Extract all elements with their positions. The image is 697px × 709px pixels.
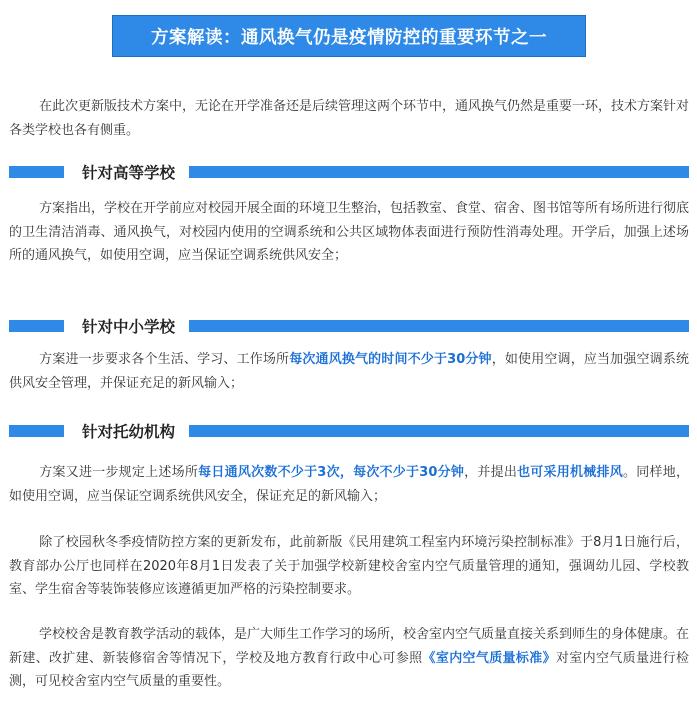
section-bar-right [189,166,689,178]
intro-text: 在此次更新版技术方案中，无论在开学准备还是后续管理这两个环节中，通风换气仍然是重要一环，技术方案针对各类学校也各有侧重。 [9,99,690,138]
body-text: 方案进一步要求各个生活、学习、工作场所 [39,352,290,367]
section-bar-right [189,320,689,332]
body-text: 对室内空气质量进行检测，可见校舍室内空气质量的重要性。 [9,650,689,689]
section-bar-left [9,425,64,437]
body-text: 学校校舍是教育教学活动的载体，是广大师生工作学习的场所，校舍室内空气质量直接关系到师生的身体健康。在新建、改扩建、新装修宿舍等情况下，学校及地方教育行政中心可参照 [9,627,690,666]
body-text: 方案又进一步规定上述场所 [39,465,199,480]
section-bar-left [9,320,64,332]
standard-paragraph [9,531,689,602]
kindergarten-paragraph [9,461,689,508]
banner-title: 方案解读：通风换气仍是疫情防控的重要环节之一 [112,15,586,57]
body-text: ，并提出 [464,465,518,480]
highlight-text: 《室内空气质量标准》 [422,650,556,666]
higher-ed-text: 方案指出，学校在开学前应对校园开展全面的环境卫生整治，包括教室、食堂、宿舍、图书馆等所有场所进行彻底的卫生清洁消毒、通风换气，对校园内使用的空调系统和公共区域物体表面进行预防性消毒处理。开学后，加强上述场所的通风换气，如使用空调，应当保证空调系统供风安全； [9,201,690,263]
section-title: 针对高等学校 [82,164,176,182]
final-paragraph [9,623,689,694]
higher-ed-paragraph [9,197,689,268]
body-text: 。同样地，如使用空调，应当保证空调系统供风安全，保证充足的新风输入； [9,465,689,504]
body-text: ，如使用空调，应当加强空调系统供风安全管理，并保证充足的新风输入； [9,352,689,391]
section-bar-right [189,425,689,437]
section-header-primary-secondary [9,313,689,339]
intro-paragraph [9,95,689,142]
highlight-text: 也可采用机械排风 [517,465,623,480]
section-title: 针对托幼机构 [82,423,176,441]
highlight-text: 每次通风换气的时间不少于30分钟 [289,352,492,367]
highlight-text: 每日通风次数不少于3次，每次不少于30分钟 [198,465,465,480]
body-text: 除了校园秋冬季疫情防控方案的更新发布，此前新版《民用建筑工程室内环境污染控制标准》于8月1日施行后，教育部办公厅也同样在2020年8月1日发表了关于加强学校新建校舍室内空气质量管理的通知，强调幼儿园、学校教室、学生宿舍等装饰装修应该遵循更加严格的污染控制要求。 [9,535,689,597]
primary-secondary-paragraph [9,348,689,395]
section-header-kindergarten [9,418,689,444]
section-header-higher-ed [9,159,689,185]
section-title: 针对中小学校 [82,318,176,336]
section-bar-left [9,166,64,178]
